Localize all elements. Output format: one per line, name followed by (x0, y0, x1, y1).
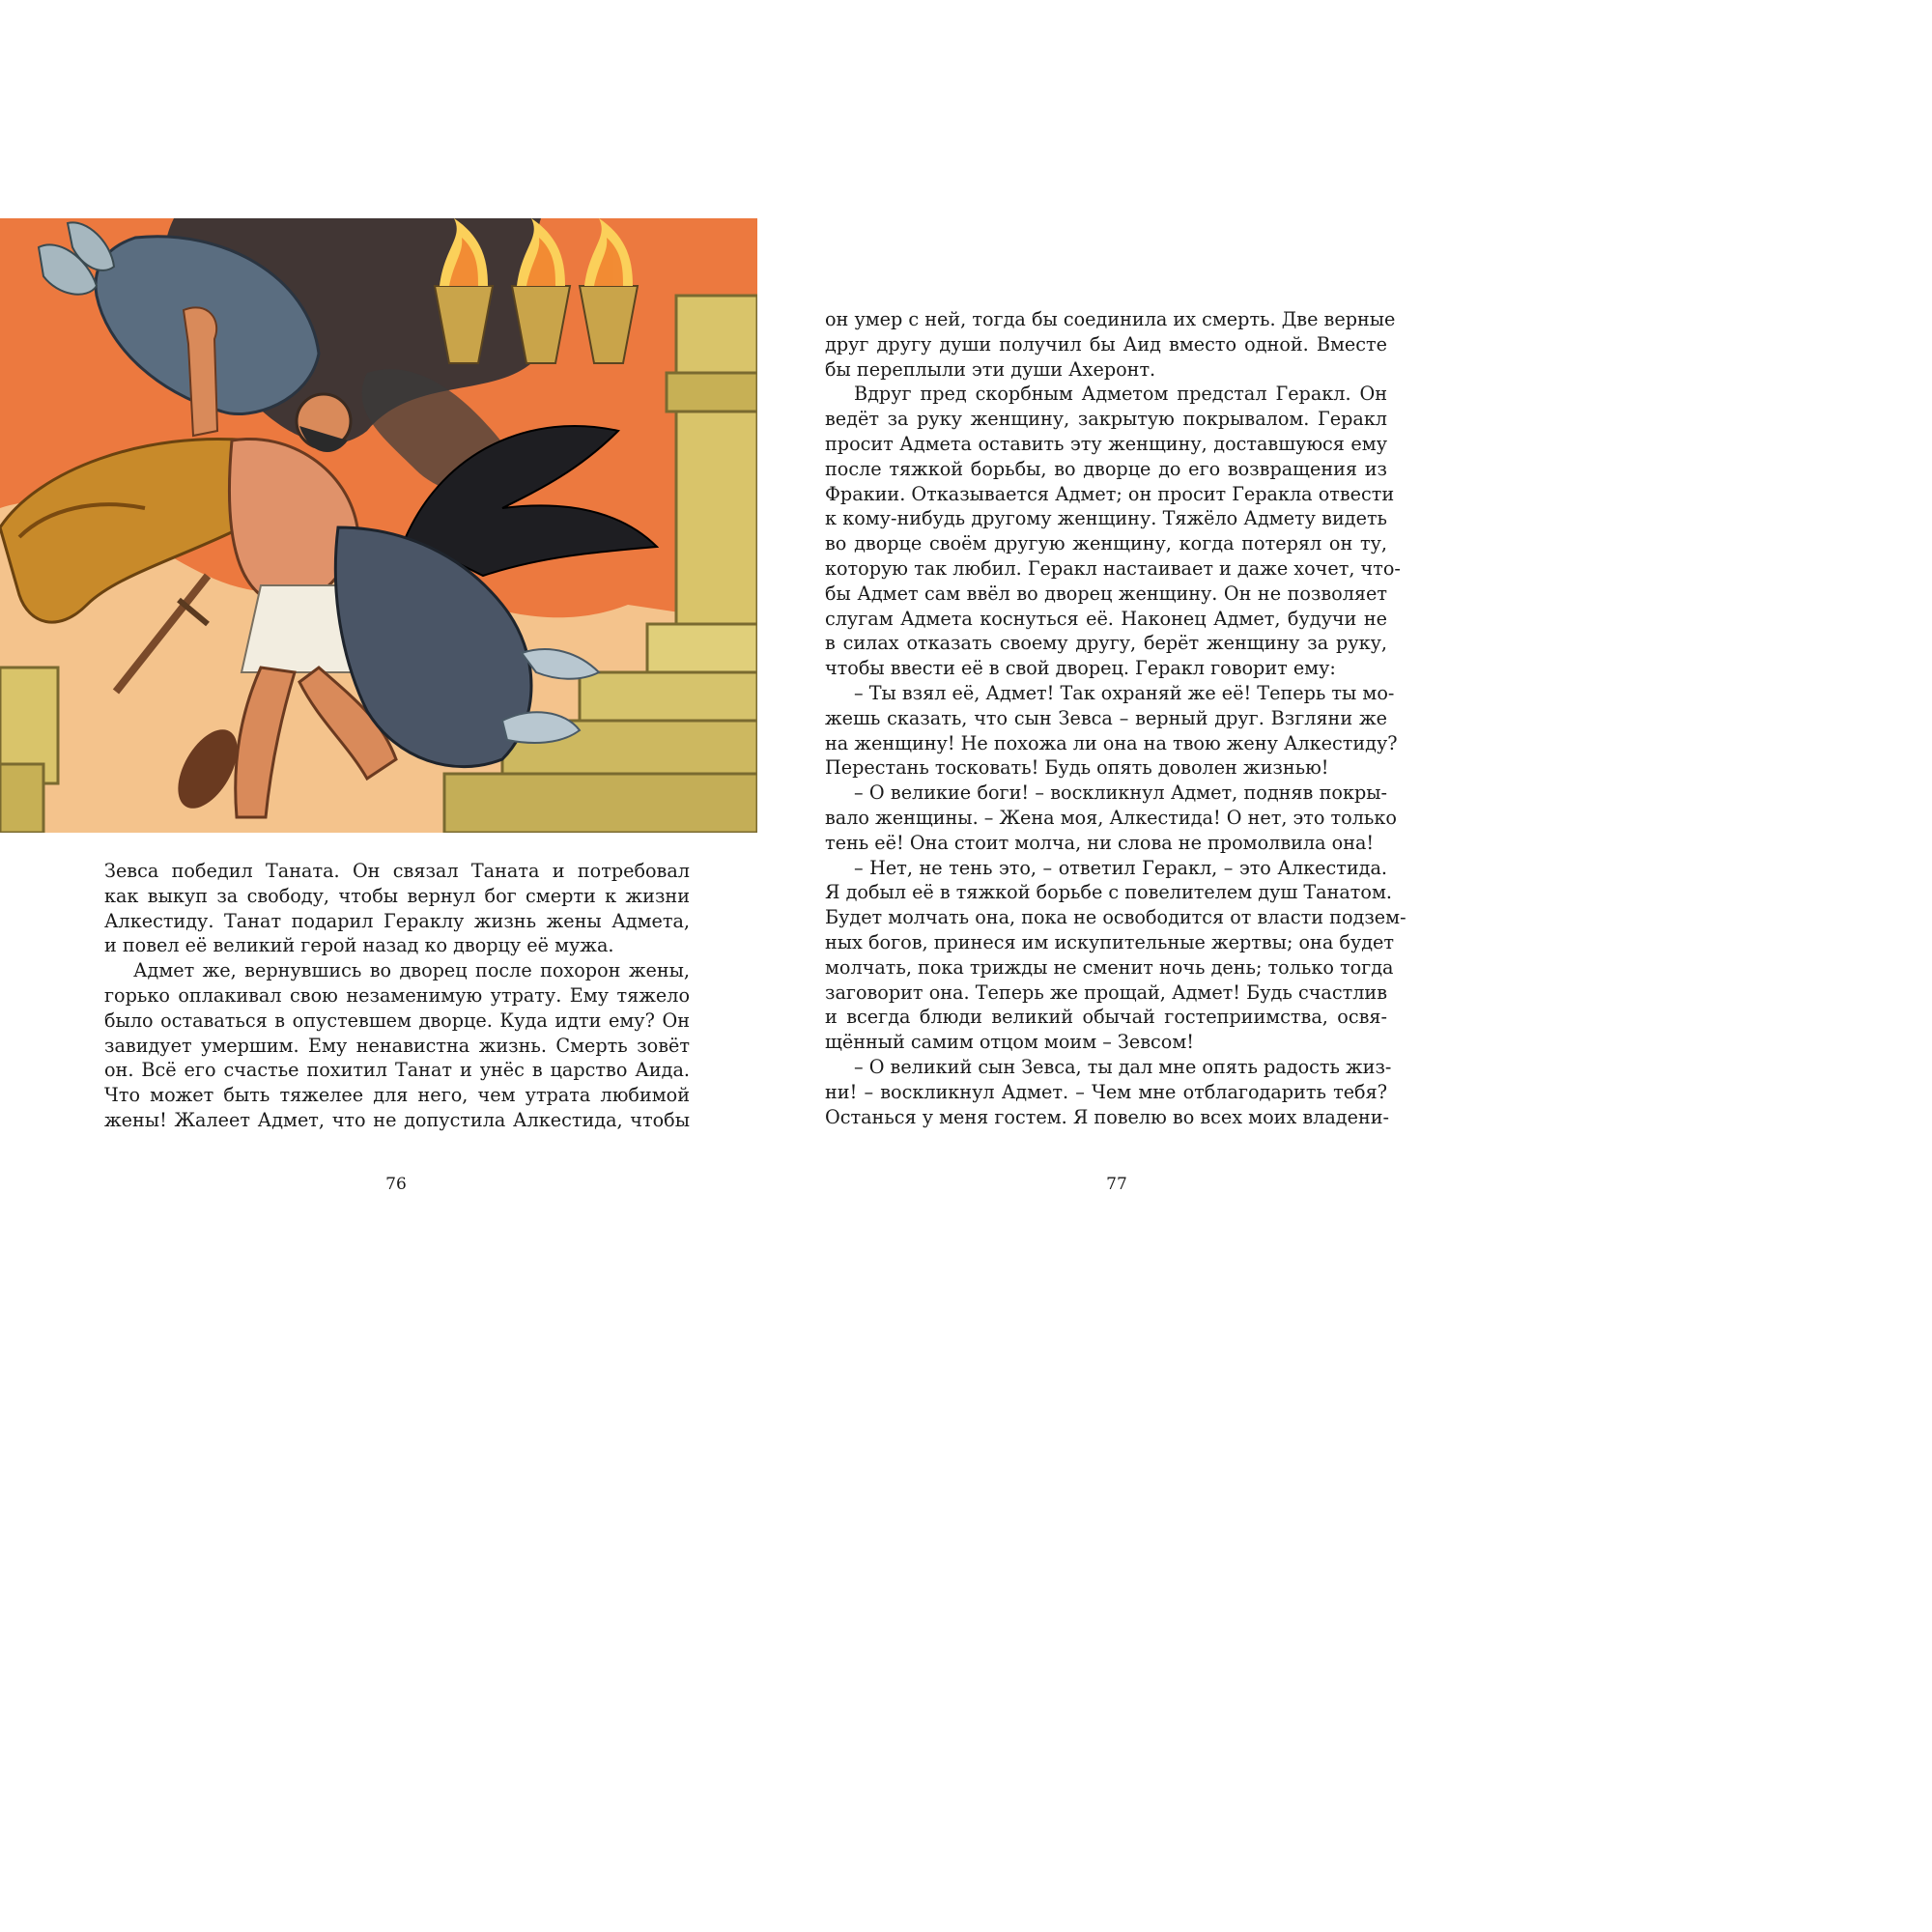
text-line: Будет молчать она, пока не освободится от власти подзем- (825, 906, 1406, 929)
text-line: после тяжкой борьбы, во дворце до его возвращения из (825, 457, 1387, 480)
text-line: на женщину! Не похожа ли она на твою жену Алкестиду? (825, 731, 1398, 754)
text-line: было оставаться в опустевшем дворце. Куда идти ему? Он (104, 1009, 690, 1032)
text-line: ных богов, принеся им искупительные жертвы; она будет (825, 930, 1395, 953)
text-line: ни! – воскликнул Адмет. – Чем мне отблагодарить тебя? (825, 1080, 1387, 1103)
text-line: завидует умершим. Ему ненавистна жизнь. Смерть зовёт (104, 1034, 690, 1057)
page-number-right: 77 (1106, 1175, 1127, 1194)
text-line: как выкуп за свободу, чтобы вернул бог смерти к жизни (104, 884, 690, 907)
text-line: которую так любил. Геракл настаивает и даже хочет, что- (825, 556, 1401, 580)
text-line: молчать, пока трижды не сменит ночь день; только тогда (825, 955, 1394, 979)
text-line: ведёт за руку женщину, закрытую покрывалом. Геракл (825, 408, 1387, 431)
text-line: Вдруг пред скорбным Адметом предстал Геракл. Он (854, 383, 1387, 406)
text-line: горько оплакивал свою незаменимую утрату. Ему тяжело (104, 983, 690, 1007)
text-line: Алкестиду. Танат подарил Гераклу жизнь жены Адмета, (104, 909, 690, 932)
text-line: тень её! Она стоит молча, ни слова не промолвила она! (825, 831, 1375, 854)
text-line: он. Всё его счастье похитил Танат и унёс в царство Аида. (104, 1059, 690, 1082)
text-line: – Ты взял её, Адмет! Так охраняй же её! Теперь ты мо- (854, 681, 1395, 704)
text-line: вало женщины. – Жена моя, Алкестида! О нет, это только (825, 806, 1397, 829)
text-line: заговорит она. Теперь же прощай, Адмет! Будь счастлив (825, 980, 1387, 1004)
text-line: жешь сказать, что сын Зевса – верный друг. Взгляни же (825, 706, 1387, 729)
text-line: друг другу души получил бы Аид вместо одной. Вместе (825, 332, 1387, 355)
text-line: Я добыл её в тяжкой борьбе с повелителем душ Танатом. (825, 881, 1392, 904)
text-line: к кому-нибудь другому женщину. Тяжёло Адмету видеть (825, 507, 1387, 530)
text-line: он умер с ней, тогда бы соединила их смерть. Две верные (825, 308, 1396, 330)
text-line: щённый самим отцом моим – Зевсом! (825, 1031, 1194, 1054)
text-line: Что может быть тяжелее для него, чем утрата любимой (104, 1084, 690, 1107)
illustration-heracles-thanatos (0, 218, 757, 833)
page-number-left: 76 (385, 1175, 407, 1194)
text-line: бы переплыли эти души Ахеронт. (825, 357, 1156, 381)
text-line: – Нет, не тень это, – ответил Геракл, – это Алкестида. (854, 856, 1387, 879)
text-line: бы Адмет сам ввёл во дворец женщину. Он не позволяет (825, 582, 1387, 605)
text-line: и повел её великий герой назад ко дворцу её мужа. (104, 934, 614, 957)
text-line: слугам Адмета коснуться её. Наконец Адмет, будучи не (825, 607, 1387, 630)
text-line: Адмет же, вернувшись во дворец после похорон жены, (133, 959, 690, 982)
text-line: Зевса победил Таната. Он связал Таната и потребовал (104, 860, 690, 882)
text-line: во дворце своём другую женщину, когда потерял он ту, (825, 532, 1387, 555)
text-line: и всегда блюди великий обычай гостеприимства, освя- (825, 1006, 1387, 1029)
text-line: просит Адмета оставить эту женщину, доставшуюся ему (825, 432, 1387, 455)
text-line: Перестань тосковать! Будь опять доволен жизнью! (825, 756, 1329, 780)
right-page-text (825, 307, 1406, 1129)
text-line: чтобы ввести её в свой дворец. Геракл говорит ему: (825, 657, 1336, 680)
left-page-text (104, 859, 690, 1133)
text-line: в силах отказать своему другу, берёт женщину за руку, (825, 632, 1387, 655)
text-line: Останься у меня гостем. Я повелю во всех моих владени- (825, 1105, 1390, 1128)
text-line: жены! Жалеет Адмет, что не допустила Алкестида, чтобы (104, 1108, 690, 1131)
text-line: – О великие боги! – воскликнул Адмет, подняв покры- (854, 781, 1387, 805)
text-line: – О великий сын Зевса, ты дал мне опять радость жиз- (854, 1055, 1392, 1078)
text-line: Фракии. Отказывается Адмет; он просит Геракла отвести (825, 482, 1395, 505)
